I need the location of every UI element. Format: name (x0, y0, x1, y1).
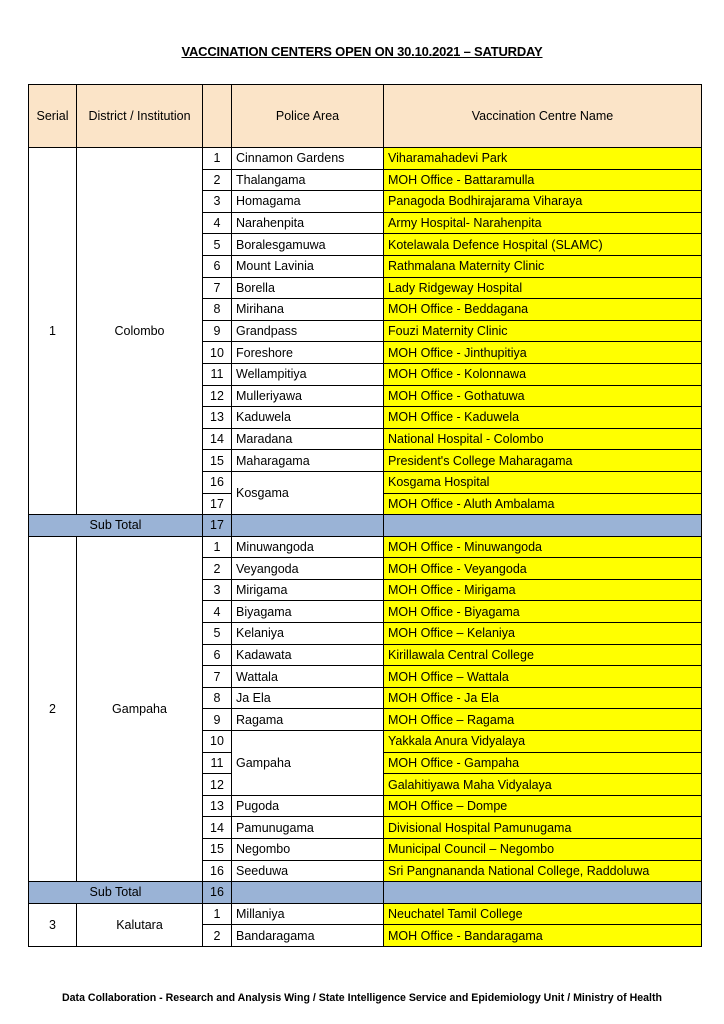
police-area: Minuwangoda (232, 536, 384, 558)
subtotal-row (29, 515, 702, 537)
subtotal-blank (384, 515, 702, 537)
centre-name: MOH Office - Gothatuwa (384, 385, 702, 407)
police-area: Pugoda (232, 795, 384, 817)
police-area: Narahenpita (232, 212, 384, 234)
police-area: Veyangoda (232, 558, 384, 580)
footer-credit: Data Collaboration - Research and Analysis Wing / State Intelligence Service and Epidemiology Unit / Ministry of Health (62, 992, 662, 1004)
police-area: Seeduwa (232, 860, 384, 882)
row-number: 3 (203, 191, 232, 213)
police-area: Maharagama (232, 450, 384, 472)
table-row (29, 148, 702, 170)
police-area: Kelaniya (232, 623, 384, 645)
police-area: Kadawata (232, 644, 384, 666)
row-number: 1 (203, 903, 232, 925)
centre-name: Viharamahadevi Park (384, 148, 702, 170)
police-area: Ragama (232, 709, 384, 731)
row-number: 4 (203, 212, 232, 234)
centre-name: MOH Office - Ja Ela (384, 687, 702, 709)
police-area: Kaduwela (232, 407, 384, 429)
police-area: Boralesgamuwa (232, 234, 384, 256)
police-area: Mount Lavinia (232, 255, 384, 277)
subtotal-blank (232, 882, 384, 904)
police-area: Wellampitiya (232, 363, 384, 385)
district-serial: 3 (29, 903, 77, 946)
police-area: Thalangama (232, 169, 384, 191)
table-row (29, 536, 702, 558)
district-name: Gampaha (77, 536, 203, 882)
centre-name: MOH Office – Kelaniya (384, 623, 702, 645)
centre-name: MOH Office - Bandaragama (384, 925, 702, 947)
row-number: 1 (203, 148, 232, 170)
subtotal-blank (232, 515, 384, 537)
centre-name: Municipal Council – Negombo (384, 839, 702, 861)
centre-name: Yakkala Anura Vidyalaya (384, 731, 702, 753)
row-number: 1 (203, 536, 232, 558)
row-number: 10 (203, 731, 232, 753)
police-area: Negombo (232, 839, 384, 861)
centre-name: Galahitiyawa Maha Vidyalaya (384, 774, 702, 796)
row-number: 3 (203, 579, 232, 601)
row-number: 2 (203, 169, 232, 191)
police-area: Mulleriyawa (232, 385, 384, 407)
row-number: 17 (203, 493, 232, 515)
police-area: Millaniya (232, 903, 384, 925)
centre-name: MOH Office - Gampaha (384, 752, 702, 774)
row-number: 16 (203, 471, 232, 493)
row-number: 5 (203, 623, 232, 645)
header-district: District / Institution (77, 85, 203, 148)
row-number: 7 (203, 277, 232, 299)
police-area: Mirihana (232, 299, 384, 321)
row-number: 10 (203, 342, 232, 364)
police-area: Ja Ela (232, 687, 384, 709)
header-number (203, 85, 232, 148)
centre-name: Divisional Hospital Pamunugama (384, 817, 702, 839)
row-number: 6 (203, 255, 232, 277)
header-centre-name: Vaccination Centre Name (384, 85, 702, 148)
row-number: 5 (203, 234, 232, 256)
row-number: 7 (203, 666, 232, 688)
row-number: 13 (203, 407, 232, 429)
police-area: Biyagama (232, 601, 384, 623)
row-number: 9 (203, 320, 232, 342)
row-number: 6 (203, 644, 232, 666)
police-area: Bandaragama (232, 925, 384, 947)
centre-name: Army Hospital- Narahenpita (384, 212, 702, 234)
centre-name: Kosgama Hospital (384, 471, 702, 493)
subtotal-value: 17 (203, 515, 232, 537)
centre-name: MOH Office - Beddagana (384, 299, 702, 321)
row-number: 11 (203, 752, 232, 774)
centre-name: MOH Office – Ragama (384, 709, 702, 731)
police-area: Kosgama (232, 471, 384, 514)
police-area: Maradana (232, 428, 384, 450)
police-area: Pamunugama (232, 817, 384, 839)
centre-name: Rathmalana Maternity Clinic (384, 255, 702, 277)
centre-name: National Hospital - Colombo (384, 428, 702, 450)
centre-name: MOH Office - Aluth Ambalama (384, 493, 702, 515)
header-police-area: Police Area (232, 85, 384, 148)
row-number: 14 (203, 428, 232, 450)
centre-name: President's College Maharagama (384, 450, 702, 472)
table-row (29, 903, 702, 925)
centre-name: MOH Office - Battaramulla (384, 169, 702, 191)
header-row (29, 85, 702, 148)
subtotal-label: Sub Total (29, 515, 203, 537)
vaccination-centres-table (28, 84, 702, 947)
subtotal-value: 16 (203, 882, 232, 904)
centre-name: MOH Office - Minuwangoda (384, 536, 702, 558)
subtotal-label: Sub Total (29, 882, 203, 904)
centre-name: Neuchatel Tamil College (384, 903, 702, 925)
subtotal-blank (384, 882, 702, 904)
row-number: 2 (203, 925, 232, 947)
centre-name: MOH Office – Wattala (384, 666, 702, 688)
district-serial: 1 (29, 148, 77, 515)
row-number: 12 (203, 385, 232, 407)
police-area: Homagama (232, 191, 384, 213)
district-name: Kalutara (77, 903, 203, 946)
centre-name: MOH Office - Jinthupitiya (384, 342, 702, 364)
centre-name: MOH Office - Biyagama (384, 601, 702, 623)
subtotal-row (29, 882, 702, 904)
centre-name: Kotelawala Defence Hospital (SLAMC) (384, 234, 702, 256)
centre-name: Lady Ridgeway Hospital (384, 277, 702, 299)
centre-name: MOH Office - Veyangoda (384, 558, 702, 580)
centre-name: MOH Office - Kaduwela (384, 407, 702, 429)
centre-name: Fouzi Maternity Clinic (384, 320, 702, 342)
page-title: VACCINATION CENTERS OPEN ON 30.10.2021 – SATURDAY (181, 44, 543, 59)
row-number: 8 (203, 299, 232, 321)
row-number: 4 (203, 601, 232, 623)
row-number: 2 (203, 558, 232, 580)
police-area: Wattala (232, 666, 384, 688)
centre-name: MOH Office - Kolonnawa (384, 363, 702, 385)
row-number: 16 (203, 860, 232, 882)
row-number: 15 (203, 450, 232, 472)
row-number: 12 (203, 774, 232, 796)
district-name: Colombo (77, 148, 203, 515)
row-number: 14 (203, 817, 232, 839)
row-number: 13 (203, 795, 232, 817)
row-number: 9 (203, 709, 232, 731)
centre-name: Kirillawala Central College (384, 644, 702, 666)
police-area: Grandpass (232, 320, 384, 342)
header-serial: Serial (29, 85, 77, 148)
centre-name: MOH Office - Mirigama (384, 579, 702, 601)
row-number: 11 (203, 363, 232, 385)
centre-name: Panagoda Bodhirajarama Viharaya (384, 191, 702, 213)
row-number: 8 (203, 687, 232, 709)
centre-name: MOH Office – Dompe (384, 795, 702, 817)
centre-name: Sri Pangnananda National College, Raddoluwa (384, 860, 702, 882)
row-number: 15 (203, 839, 232, 861)
district-serial: 2 (29, 536, 77, 882)
police-area: Cinnamon Gardens (232, 148, 384, 170)
police-area: Foreshore (232, 342, 384, 364)
police-area: Mirigama (232, 579, 384, 601)
police-area: Gampaha (232, 731, 384, 796)
police-area: Borella (232, 277, 384, 299)
